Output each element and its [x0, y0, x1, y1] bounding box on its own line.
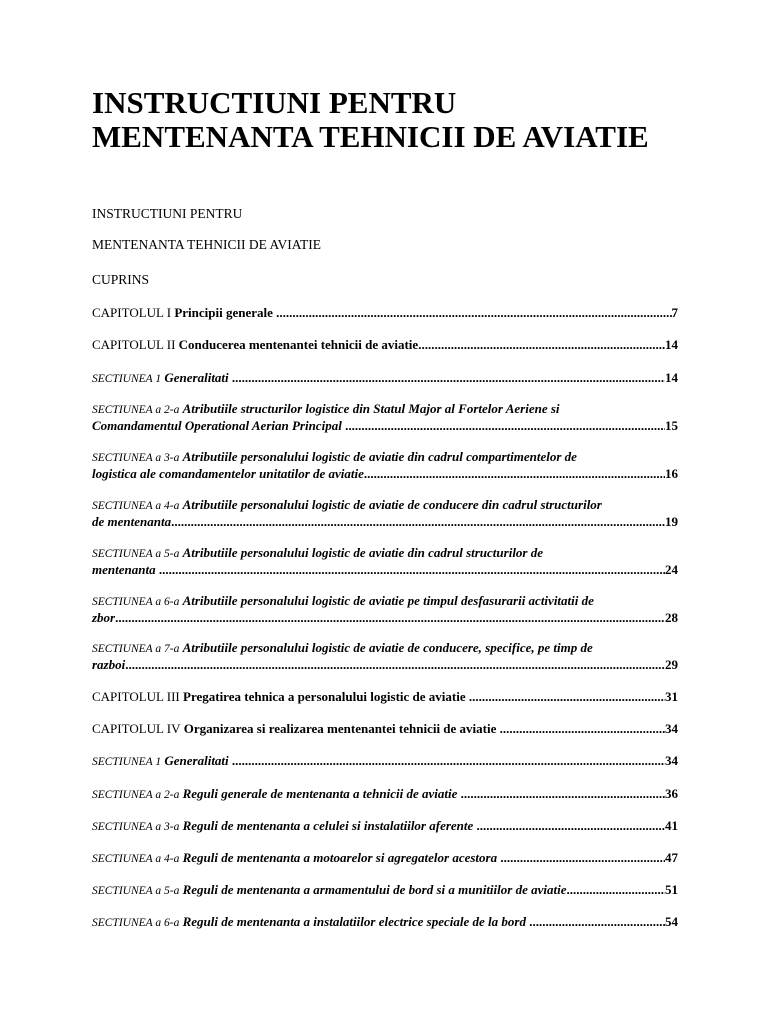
- toc-entry-page: 29: [665, 657, 678, 672]
- toc-entry-page: 34: [665, 721, 678, 736]
- toc-entry-page: 16: [665, 466, 678, 481]
- toc-dot-leader: [418, 337, 665, 353]
- toc-entry-title: Generalitati: [164, 370, 229, 385]
- toc-entry-page: 15: [665, 418, 678, 433]
- toc-entry-prefix: SECTIUNEA a 6-a: [92, 596, 180, 608]
- toc-entry-page: 14: [665, 337, 678, 352]
- toc-entry-section[interactable]: [92, 370, 678, 387]
- toc-entry-prefix: CAPITOLUL II: [92, 337, 176, 352]
- toc-entry-section[interactable]: [92, 401, 678, 434]
- toc-dot-leader: [276, 305, 671, 321]
- toc-entry-prefix: SECTIUNEA a 3-a: [92, 821, 180, 833]
- toc-entry-prefix: CAPITOLUL I: [92, 305, 172, 320]
- toc-entry-page: 19: [665, 514, 678, 529]
- toc-entry-prefix: SECTIUNEA 1: [92, 373, 162, 385]
- toc-dot-leader: [500, 850, 665, 866]
- toc-entry-title-line-1: Atributiile personalului logistic de aviatie din cadrul compartimentelor de: [182, 449, 577, 464]
- toc-dot-leader: [461, 786, 665, 802]
- document-title-line-2: MENTENANTA TEHNICII DE AVIATIE: [92, 119, 649, 154]
- toc-entry-title-line-1: Atributiile structurilor logistice din Statul Major al Fortelor Aeriene si: [182, 401, 560, 416]
- toc-dot-leader: [171, 514, 665, 530]
- toc-dot-leader: [529, 914, 665, 930]
- subtitle-line-2: MENTENANTA TEHNICII DE AVIATIE: [92, 237, 322, 252]
- toc-dot-leader: [125, 657, 665, 673]
- toc-entry-page: 47: [665, 850, 678, 865]
- toc-dot-leader: [469, 689, 665, 705]
- toc-entry-title: Reguli de mentenanta a motoarelor si agregatelor acestora: [182, 850, 498, 865]
- toc-entry-page: 51: [665, 882, 678, 897]
- toc-dot-leader: [159, 562, 665, 578]
- toc-entry-chapter-1[interactable]: [92, 305, 678, 321]
- toc-entry-title: Organizarea si realizarea mentenantei tehnicii de aviatie: [183, 721, 497, 736]
- toc-entry-prefix: CAPITOLUL IV: [92, 721, 181, 736]
- toc-entry-page: 31: [665, 689, 678, 704]
- toc-entry-prefix: SECTIUNEA a 5-a: [92, 885, 180, 897]
- toc-entry-chapter-4[interactable]: [92, 721, 678, 737]
- toc-entry-section[interactable]: [92, 497, 678, 530]
- toc-entry-section[interactable]: [92, 640, 678, 673]
- toc-entry-title: Reguli de mentenanta a celulei si instalatiilor aferente: [182, 818, 474, 833]
- toc-entry-title-line-2: de mentenanta: [92, 514, 172, 529]
- toc-dot-leader: [232, 370, 665, 386]
- toc-entry-section[interactable]: [92, 882, 678, 899]
- toc-entry-section[interactable]: [92, 850, 678, 867]
- toc-dot-leader: [232, 753, 665, 769]
- toc-entry-prefix: SECTIUNEA a 4-a: [92, 500, 180, 512]
- toc-entry-title-line-2: razboi: [92, 657, 126, 672]
- toc-entry-title: Conducerea mentenantei tehnicii de aviatie: [178, 337, 419, 352]
- toc-entry-title-line-2: logistica ale comandamentelor unitatilor de aviatie: [92, 466, 364, 481]
- toc-entry-title: Reguli de mentenanta a armamentului de bord si a munitiilor de aviatie: [182, 882, 567, 897]
- toc-entry-title-line-1: Atributiile personalului logistic de aviatie din cadrul structurilor de: [182, 545, 544, 560]
- toc-entry-title-line-2: mentenanta: [92, 562, 156, 577]
- toc-entry-section[interactable]: [92, 593, 678, 626]
- toc-dot-leader: [566, 882, 665, 898]
- toc-entry-page: 34: [665, 753, 678, 768]
- toc-entry-page: 14: [665, 370, 678, 385]
- toc-entry-page: 7: [671, 305, 678, 320]
- toc-entry-section[interactable]: [92, 914, 678, 931]
- toc-entry-page: 28: [665, 610, 678, 625]
- toc-entry-section[interactable]: [92, 818, 678, 835]
- toc-entry-prefix: SECTIUNEA a 4-a: [92, 853, 180, 865]
- toc-entry-title-line-1: Atributiile personalului logistic de aviatie de conducere, specifice, pe timp de: [182, 640, 593, 655]
- toc-entry-prefix: SECTIUNEA 1: [92, 756, 162, 768]
- toc-entry-page: 54: [665, 914, 678, 929]
- toc-dot-leader: [345, 418, 665, 434]
- toc-dot-leader: [477, 818, 665, 834]
- toc-dot-leader: [364, 466, 665, 482]
- toc-entry-title-line-1: Atributiile personalului logistic de aviatie de conducere din cadrul structurilor: [182, 497, 602, 512]
- toc-entry-section[interactable]: [92, 786, 678, 803]
- toc-entry-prefix: SECTIUNEA a 2-a: [92, 404, 180, 416]
- toc-dot-leader: [500, 721, 665, 737]
- toc-entry-title-line-2: zbor: [92, 610, 116, 625]
- toc-entry-prefix: SECTIUNEA a 5-a: [92, 548, 180, 560]
- toc-entry-chapter-3[interactable]: [92, 689, 678, 705]
- toc-dot-leader: [115, 610, 665, 626]
- toc-entry-title-line-2: Comandamentul Operational Aerian Principal: [92, 418, 342, 433]
- toc-entry-prefix: SECTIUNEA a 2-a: [92, 789, 180, 801]
- toc-entry-title: Reguli de mentenanta a instalatiilor electrice speciale de la bord: [182, 914, 526, 929]
- toc-entry-section[interactable]: [92, 449, 678, 482]
- toc-entry-title: Generalitati: [164, 753, 229, 768]
- toc-entry-prefix: SECTIUNEA a 3-a: [92, 452, 180, 464]
- toc-entry-title: Reguli generale de mentenanta a tehnicii de aviatie: [182, 786, 458, 801]
- toc-entry-section[interactable]: [92, 753, 678, 770]
- document-title-line-1: INSTRUCTIUNI PENTRU: [92, 85, 457, 120]
- toc-entry-title: Pregatirea tehnica a personalului logistic de aviatie: [183, 689, 466, 704]
- document-title: [92, 86, 712, 154]
- toc-entry-chapter-2[interactable]: [92, 337, 678, 353]
- toc-entry-prefix: CAPITOLUL III: [92, 689, 180, 704]
- toc-entry-prefix: SECTIUNEA a 6-a: [92, 917, 180, 929]
- toc-entry-page: 24: [665, 562, 678, 577]
- toc-entry-title-line-1: Atributiile personalului logistic de aviatie pe timpul desfasurarii activitatii de: [182, 593, 594, 608]
- toc-entry-page: 41: [665, 818, 678, 833]
- contents-heading: CUPRINS: [92, 272, 150, 287]
- subtitle-line-1: INSTRUCTIUNI PENTRU: [92, 206, 243, 221]
- toc-entry-section[interactable]: [92, 545, 678, 578]
- toc-entry-page: 36: [665, 786, 678, 801]
- toc-entry-title: Principii generale: [174, 305, 273, 320]
- toc-entry-prefix: SECTIUNEA a 7-a: [92, 643, 180, 655]
